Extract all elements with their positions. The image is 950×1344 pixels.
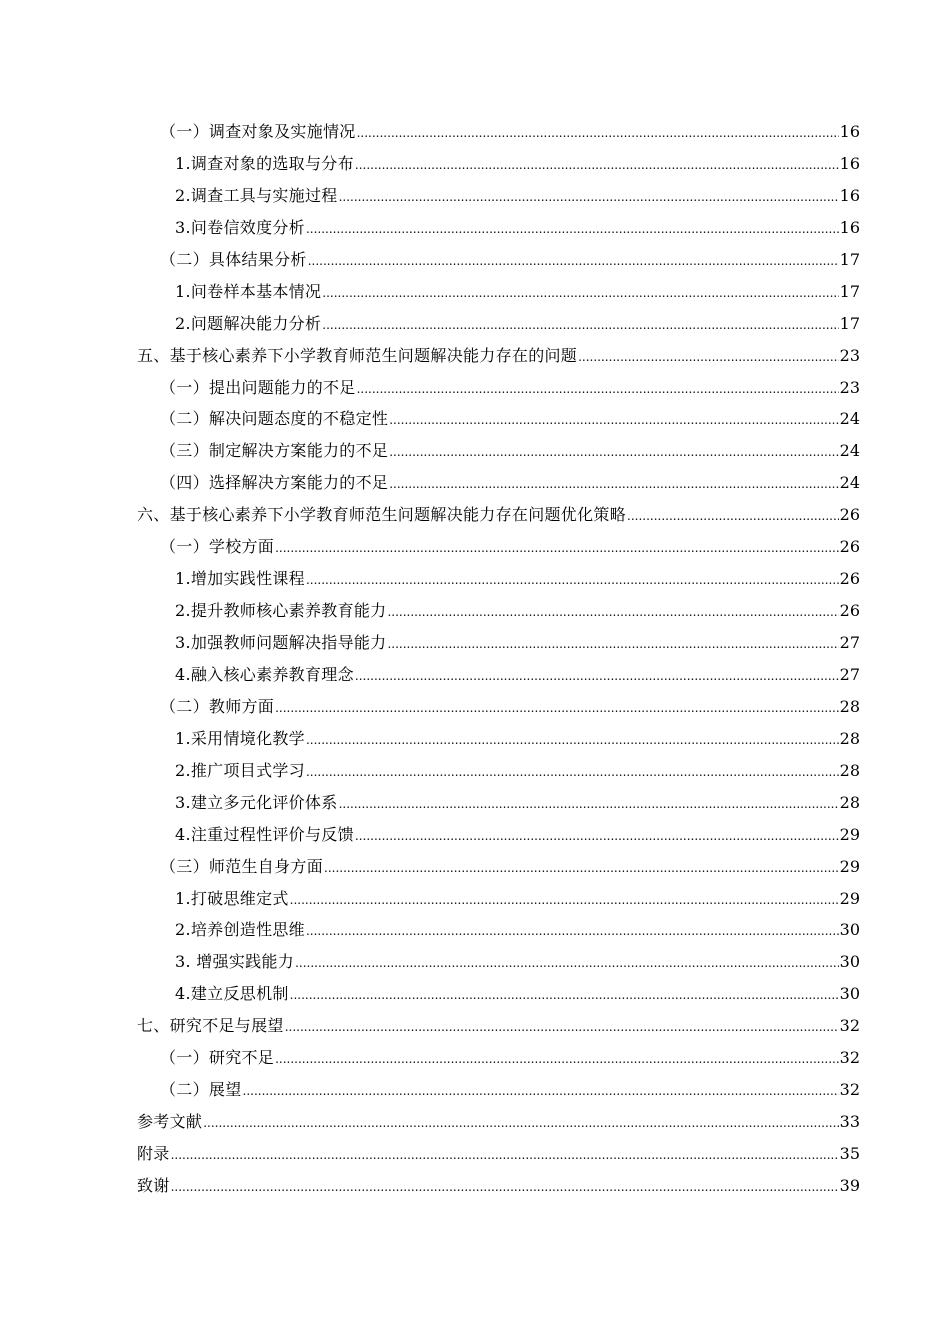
dot-leader [387,629,838,661]
toc-entry-page-number: 33 [839,1112,860,1132]
table-of-contents [137,116,860,1202]
toc-entry[interactable] [137,1170,860,1202]
toc-entry[interactable] [137,595,860,627]
dot-leader [357,118,839,150]
toc-entry-page-number: 27 [839,664,860,684]
toc-entry[interactable] [137,403,860,435]
dot-leader [324,853,839,885]
dot-leader [275,533,839,565]
dot-leader [275,693,839,725]
toc-entry[interactable] [137,819,860,851]
toc-entry[interactable] [137,148,860,180]
toc-entry-page-number: 17 [839,249,860,269]
toc-entry[interactable] [137,435,860,467]
toc-entry-page-number: 30 [839,984,860,1004]
toc-entry-page-number: 24 [839,409,860,429]
toc-entry-page-number: 23 [839,345,860,365]
toc-entry[interactable] [137,946,860,978]
toc-entry-page-number: 28 [839,728,860,748]
dot-leader [578,342,839,374]
toc-entry-page-number: 29 [839,856,860,876]
dot-leader [171,1140,839,1172]
toc-entry-page-number: 24 [839,441,860,461]
toc-entry[interactable] [137,276,860,308]
toc-entry[interactable] [137,531,860,563]
toc-entry-title: 4.注重过程性评价与反馈 [175,824,354,844]
toc-entry-page-number: 17 [839,313,860,333]
toc-entry[interactable] [137,1042,860,1074]
toc-entry[interactable] [137,1138,860,1170]
toc-entry-page-number: 39 [839,1175,860,1195]
toc-entry[interactable] [137,308,860,340]
toc-entry-page-number: 32 [839,1016,860,1036]
toc-entry[interactable] [137,787,860,819]
dot-leader [243,1076,839,1108]
toc-entry-page-number: 16 [839,153,860,173]
toc-entry-page-number: 23 [839,377,860,397]
toc-entry-title: 3.问卷信效度分析 [175,217,305,237]
toc-entry-title: 4.融入核心素养教育理念 [175,664,354,684]
toc-entry-title: 2.提升教师核心素养教育能力 [175,601,387,621]
toc-entry-page-number: 28 [839,760,860,780]
toc-entry-page-number: 28 [839,696,860,716]
toc-entry[interactable] [137,467,860,499]
dot-leader [306,565,839,597]
dot-leader [203,1108,838,1140]
toc-entry[interactable] [137,914,860,946]
toc-entry[interactable] [137,659,860,691]
toc-entry-page-number: 26 [839,569,860,589]
toc-entry[interactable] [137,116,860,148]
toc-entry[interactable] [137,978,860,1010]
toc-entry[interactable] [137,1106,860,1138]
toc-entry-page-number: 29 [839,888,860,908]
toc-entry-title: （二）教师方面 [160,696,275,716]
toc-entry-page-number: 30 [839,952,860,972]
dot-leader [295,948,839,980]
dot-leader [355,661,839,693]
toc-entry[interactable] [137,851,860,883]
toc-entry-title: 致谢 [137,1175,170,1195]
dot-leader [627,501,839,533]
toc-entry-page-number: 30 [839,920,860,940]
toc-entry-title: 2.调查工具与实施过程 [175,185,338,205]
toc-entry-page-number: 29 [839,824,860,844]
toc-entry[interactable] [137,244,860,276]
dot-leader [306,757,839,789]
toc-entry[interactable] [137,723,860,755]
toc-entry-title: （二）展望 [160,1080,242,1100]
toc-entry[interactable] [137,755,860,787]
dot-leader [339,182,839,214]
dot-leader [387,597,838,629]
toc-entry-title: 3. 增强实践能力 [175,952,295,972]
toc-entry-page-number: 32 [839,1048,860,1068]
toc-entry-title: （一）研究不足 [160,1048,275,1068]
toc-entry-title: 4.建立反思机制 [175,984,289,1004]
toc-entry-page-number: 35 [839,1144,860,1163]
toc-entry-title: 五、基于核心素养下小学教育师范生问题解决能力存在的问题 [137,345,578,365]
toc-entry-title: 2.推广项目式学习 [175,760,305,780]
dot-leader [389,405,838,437]
toc-entry-title: 2.问题解决能力分析 [175,313,322,333]
dot-leader [306,725,839,757]
toc-entry-title: 2.培养创造性思维 [175,920,305,940]
toc-entry[interactable] [137,691,860,723]
toc-entry-title: （三）制定解决方案能力的不足 [160,441,389,461]
dot-leader [171,1172,839,1204]
toc-entry-page-number: 27 [839,633,860,652]
toc-entry-title: 参考文献 [137,1112,203,1132]
dot-leader [322,278,838,310]
toc-entry-title: 六、基于核心素养下小学教育师范生问题解决能力存在问题优化策略 [137,505,627,525]
dot-leader [285,1012,839,1044]
toc-entry-page-number: 17 [839,281,860,301]
toc-entry-title: （二）解决问题态度的不稳定性 [160,409,389,429]
dot-leader [322,310,838,342]
toc-entry-page-number: 26 [839,537,860,557]
toc-entry-title: （三）师范生自身方面 [160,856,324,876]
toc-entry[interactable] [137,1074,860,1106]
toc-entry-title: 1.采用情境化教学 [175,728,305,748]
toc-entry-title: 附录 [137,1144,170,1163]
toc-entry[interactable] [137,499,860,531]
toc-entry-title: （四）选择解决方案能力的不足 [160,473,389,493]
toc-entry-page-number: 24 [839,473,860,493]
toc-entry-title: 1.调查对象的选取与分布 [175,153,354,173]
dot-leader [389,437,838,469]
toc-entry-title: （一）调查对象及实施情况 [160,122,356,141]
dot-leader [355,150,839,182]
dot-leader [290,980,839,1012]
dot-leader [275,1044,839,1076]
toc-entry-page-number: 16 [839,185,860,205]
toc-entry-title: 1.打破思维定式 [175,888,289,908]
toc-entry-page-number: 16 [839,122,860,141]
toc-entry-page-number: 26 [839,601,860,621]
dot-leader [290,885,839,917]
dot-leader [355,821,839,853]
toc-entry-title: 3.加强教师问题解决指导能力 [175,633,387,652]
toc-entry-page-number: 32 [839,1080,860,1100]
toc-entry[interactable] [137,627,860,659]
dot-leader [357,374,839,406]
dot-leader [339,789,839,821]
toc-entry-title: 1.增加实践性课程 [175,569,305,589]
toc-entry-page-number: 28 [839,792,860,812]
toc-entry-title: （一）学校方面 [160,537,275,557]
toc-entry-title: 七、研究不足与展望 [137,1016,284,1036]
dot-leader [306,916,839,948]
dot-leader [308,246,839,278]
dot-leader [306,214,839,246]
toc-entry[interactable] [137,563,860,595]
toc-entry-page-number: 16 [839,217,860,237]
toc-entry[interactable] [137,212,860,244]
toc-entry[interactable] [137,372,860,404]
toc-entry-title: （一）提出问题能力的不足 [160,377,356,397]
toc-entry[interactable] [137,1010,860,1042]
toc-entry-title: 3.建立多元化评价体系 [175,792,338,812]
toc-entry[interactable] [137,340,860,372]
toc-entry-title: 1.问卷样本基本情况 [175,281,322,301]
toc-entry-page-number: 26 [839,505,860,525]
toc-entry[interactable] [137,883,860,915]
toc-entry[interactable] [137,180,860,212]
toc-entry-title: （二）具体结果分析 [160,249,307,269]
dot-leader [389,469,838,501]
